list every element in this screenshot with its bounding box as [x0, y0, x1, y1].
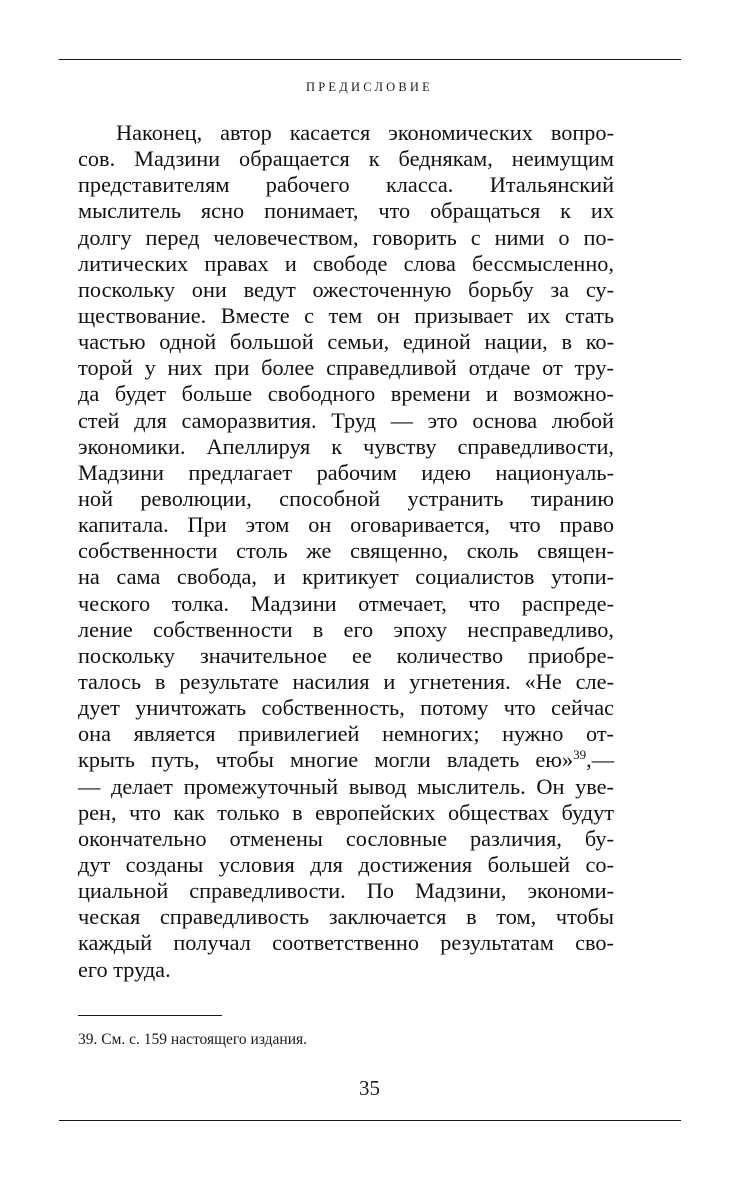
text-line: сов. Мадзини обращается к беднякам, неимущим: [78, 146, 614, 172]
text-line: поскольку значительное ее количество приобре-: [78, 642, 614, 668]
text-line: поскольку они ведут ожесточенную борьбу за су-: [78, 276, 614, 302]
footnote-ref-suffix: ,—: [586, 747, 614, 773]
text-line-with-footnote: [78, 747, 614, 773]
text-line: мыслитель ясно понимает, что обращаться к их: [78, 198, 614, 224]
text-line: талось в результате насилия и угнетения. «Не сле-: [78, 668, 614, 694]
text-line: ление собственности в его эпоху несправедливо,: [78, 616, 614, 642]
text-line: представителям рабочего класса. Итальянский: [78, 172, 614, 198]
bottom-rule: [59, 1120, 681, 1121]
text-line: ческого толка. Мадзини отмечает, что распреде-: [78, 590, 614, 616]
text-line: циальной справедливости. По Мадзини, экономи-: [78, 878, 614, 904]
text-line: Мадзини предлагает рабочим идею национуаль-: [78, 459, 614, 485]
footnote-separator: [78, 1015, 222, 1016]
text-line: его труда.: [78, 956, 171, 982]
text-line: частью одной большой семьи, единой нации, в ко-: [78, 329, 614, 355]
text-line: дут созданы условия для достижения большей со-: [78, 851, 614, 877]
text-line: ществование. Вместе с тем он призывает их стать: [78, 302, 614, 328]
footnote-reference[interactable]: 39: [573, 747, 587, 763]
text-line: рен, что как только в европейских обществах будут: [78, 799, 614, 825]
text-line: капитала. При этом он оговаривается, что право: [78, 512, 614, 538]
text-line: ной революции, способной устранить тиранию: [78, 485, 614, 511]
text-line: — делает промежуточный вывод мыслитель. Он уве-: [78, 773, 614, 799]
text-line: экономики. Апеллируя к чувству справедливости,: [78, 433, 614, 459]
running-head: ПРЕДИСЛОВИЕ: [306, 80, 433, 94]
footnote: 39. См. с. 159 настоящего издания.: [78, 1031, 308, 1048]
text-line: на сама свобода, и критикует социалистов утопи-: [78, 564, 614, 590]
text-line: стей для саморазвития. Труд — это основа любой: [78, 407, 614, 433]
text-line: каждый получал соответственно результатам сво-: [78, 930, 614, 956]
text-line: дует уничтожать собственность, потому что сейчас: [78, 695, 614, 721]
page-number: 35: [359, 1076, 380, 1100]
text-line: литических правах и свободе слова бессмысленно,: [78, 250, 614, 276]
text-line: окончательно отменены сословные различия, бу-: [78, 825, 614, 851]
body-text: [78, 120, 614, 983]
text-line: собственности столь же священно, сколь священ-: [78, 538, 614, 564]
top-rule: [59, 59, 681, 60]
text-line: ческая справедливость заключается в том, чтобы: [78, 904, 614, 930]
text-line: долгу перед человечеством, говорить с ними о по-: [78, 224, 614, 250]
text-line-main: крыть путь, чтобы многие могли владеть ею»: [78, 747, 574, 773]
text-line: она является привилегией немногих; нужно от-: [78, 721, 614, 747]
text-line: Наконец, автор касается экономических вопро-: [116, 120, 614, 145]
text-line: да будет больше свободного времени и возможно-: [78, 381, 614, 407]
text-line: торой у них при более справедливой отдаче от тру-: [78, 355, 614, 381]
